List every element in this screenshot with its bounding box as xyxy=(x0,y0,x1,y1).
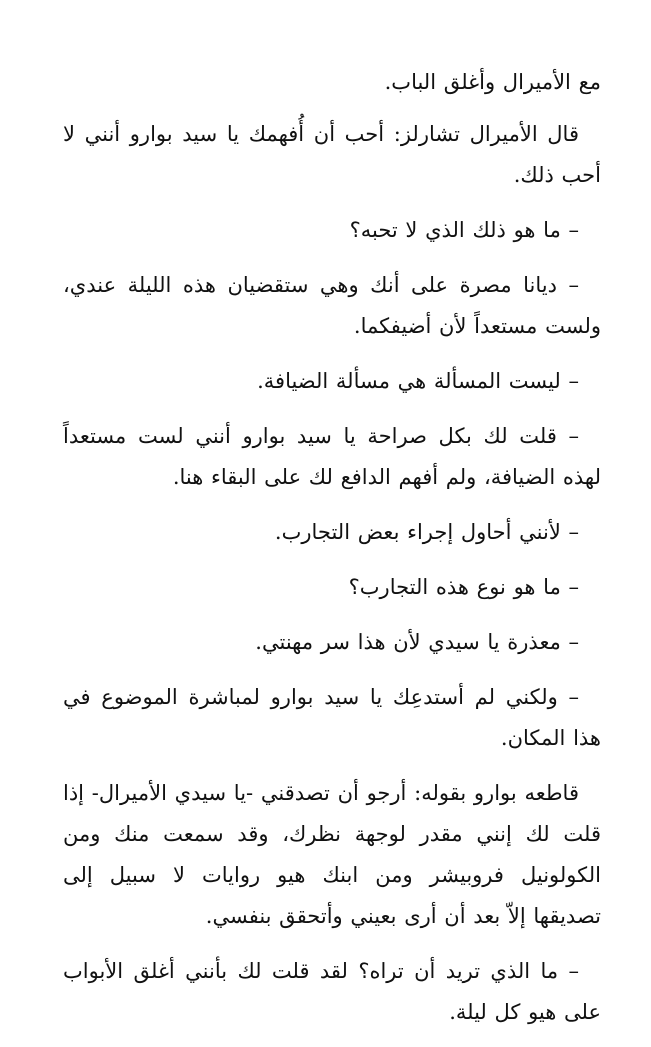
paragraph-9: – معذرة يا سيدي لأن هذا سر مهنتي. xyxy=(255,630,579,654)
paragraph-6: – قلت لك بكل صراحة يا سيد بوارو أنني لست مستعداً لهذه الضيافة، ولم أفهم الدافع لك على البقاء هنا. xyxy=(63,424,601,489)
paragraph-7: – لأنني أحاول إجراء بعض التجارب. xyxy=(274,520,579,544)
paragraph-3: – ما هو ذلك الذي لا تحبه؟ xyxy=(349,218,579,242)
paragraph-11: قاطعه بوارو بقوله: أرجو أن تصدقني -يا سيدي الأميرال- إذا قلت لك إنني مقدر لوجهة نظرك، وقد سمعت منك ومن الكولونيل فروبيشر ومن ابنك هيو روايات لا سبيل إلى تصديقها إلاّ بعد أن أرى بعيني وأتحقق بنفسي. xyxy=(63,781,601,928)
paragraph-2: قال الأميرال تشارلز: أحب أن أُفهمك يا سيد بوارو أنني لا أحب ذلك. xyxy=(63,122,601,187)
paragraph-10: – ولكني لم أستدعِك يا سيد بوارو لمباشرة الموضوع في هذا المكان. xyxy=(63,685,601,750)
paragraph-8: – ما هو نوع هذه التجارب؟ xyxy=(348,575,579,599)
paragraph-4: – ديانا مصرة على أنك وهي ستقضيان هذه الليلة عندي، ولست مستعداً لأن أضيفكما. xyxy=(63,273,601,338)
paragraph-12: – ما الذي تريد أن تراه؟ لقد قلت لك بأنني أغلق الأبواب على هيو كل ليلة. xyxy=(63,959,601,1024)
paragraph-1: مع الأميرال وأغلق الباب. xyxy=(384,70,601,94)
paragraph-5: – ليست المسألة هي مسألة الضيافة. xyxy=(257,369,579,393)
book-page xyxy=(63,62,601,1047)
